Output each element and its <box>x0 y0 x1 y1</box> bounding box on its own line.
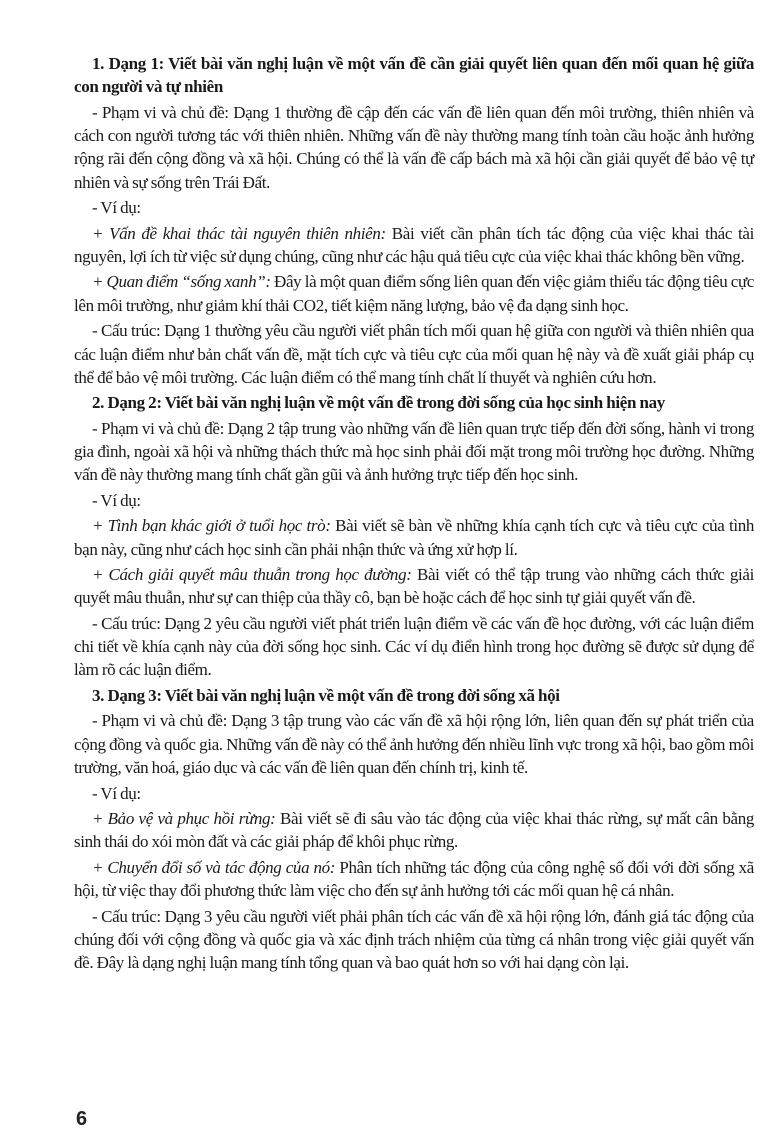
example-item <box>74 807 754 854</box>
example-label: - Ví dụ: <box>92 783 141 803</box>
example-text: Bài viết cần phân tích tác động của việc khai thác tài nguyên, lợi ích từ việc sử dụng chúng, cũng như các hậu quả tiêu cực của việc khai thác không bền vững. <box>74 223 754 266</box>
scope-paragraph: - Phạm vi và chủ đề: Dạng 2 tập trung vào những vấn đề liên quan trực tiếp đến đời sống, hành vi trong gia đình, ngoài xã hội và những thách thức mà học sinh phải đối mặt trong môi trường học đường. Những vấn đề này thường mang tính chất gần gũi và ảnh hưởng trực tiếp đến học sinh. <box>74 418 754 485</box>
example-label: - Ví dụ: <box>92 198 141 218</box>
example-item <box>74 270 754 317</box>
section-heading: 2. Dạng 2: Viết bài văn nghị luận về một vấn đề trong đời sống của học sinh hiện nay <box>92 393 665 413</box>
example-title: + Chuyển đổi số và tác động của nó: <box>92 857 336 877</box>
example-label: - Ví dụ: <box>92 490 141 510</box>
example-item <box>74 514 754 561</box>
example-text: Bài viết sẽ đi sâu vào tác động của việc khai thác rừng, sự mất cân bằng sinh thái do xói mòn đất và các giải pháp để khôi phục rừng. <box>74 809 754 852</box>
structure-paragraph: - Cấu trúc: Dạng 2 yêu cầu người viết phát triển luận điểm về các vấn đề học đường, với các luận điểm chi tiết về khía cạnh này của đời sống học sinh. Các ví dụ điển hình trong học đường sẽ được sử dụng để làm rõ các luận điểm. <box>74 613 754 680</box>
section-1 <box>74 52 754 389</box>
example-item <box>74 563 754 610</box>
example-title: + Vấn đề khai thác tài nguyên thiên nhiên: <box>92 223 386 243</box>
example-text: Bài viết có thể tập trung vào những cách thức giải quyết mâu thuẫn, như sự can thiệp của thầy cô, bạn bè hoặc cách để học sinh tự giải quyết vấn đề. <box>74 565 754 608</box>
structure-paragraph: - Cấu trúc: Dạng 1 thường yêu cầu người viết phân tích mối quan hệ giữa con người và thiên nhiên qua các luận điểm như bản chất vấn đề, mặt tích cực và tiêu cực của mối quan hệ này và đề xuất giải pháp cụ thể để bảo vệ môi trường. Các luận điểm có thể mang tính chất lí thuyết và nghiên cứu hơn. <box>74 321 754 387</box>
scope-paragraph: - Phạm vi và chủ đề: Dạng 1 thường đề cập đến các vấn đề liên quan đến môi trường, thiên nhiên và cách con người tương tác với thiên nhiên. Những vấn đề này thường mang tính toàn cầu hoặc ảnh hưởng rộng rãi đến cộng đồng và xã hội. Chúng có thể là vấn đề cấp bách mà xã hội cần giải quyết để bảo vệ tự nhiên và sự sống trên Trái Đất. <box>74 102 754 192</box>
example-title: + Bảo vệ và phục hồi rừng: <box>92 809 276 829</box>
example-text: Bài viết sẽ bàn về những khía cạnh tích cực và tiêu cực của tình bạn này, cũng như cách học sinh cần phải nhận thức và ứng xử hợp lí. <box>74 516 754 559</box>
page-number: 6 <box>76 1108 88 1130</box>
structure-paragraph: - Cấu trúc: Dạng 3 yêu cầu người viết phải phân tích các vấn đề xã hội rộng lớn, đánh giá tác động của chúng đối với cộng đồng và quốc gia và xác định trách nhiệm của từng cá nhân trong việc giải quyết vấn đề. Đây là dạng nghị luận mang tính tổng quan và bao quát hơn so với hai dạng còn lại. <box>74 906 754 973</box>
example-title: + Tình bạn khác giới ở tuổi học trò: <box>92 516 331 536</box>
example-title: + Cách giải quyết mâu thuẫn trong học đường: <box>92 565 412 585</box>
example-item <box>74 856 754 903</box>
scope-paragraph: - Phạm vi và chủ đề: Dạng 3 tập trung vào các vấn đề xã hội rộng lớn, liên quan đến sự phát triển của cộng đồng và quốc gia. Những vấn đề này có thể ảnh hưởng đến nhiều lĩnh vực trong xã hội, bao gồm môi trường, văn hoá, giáo dục và các vấn đề liên quan đến chính trị, kinh tế. <box>74 711 754 778</box>
section-heading: 3. Dạng 3: Viết bài văn nghị luận về một vấn đề trong đời sống xã hội <box>92 685 560 705</box>
section-heading: 1. Dạng 1: Viết bài văn nghị luận về một vấn đề cần giải quyết liên quan đến mối quan hệ giữa con người và tự nhiên <box>74 54 754 97</box>
section-2 <box>74 391 754 682</box>
example-text: Phân tích những tác động của công nghệ số đối với đời sống xã hội, từ việc thay đổi phương thức làm việc cho đến sự ảnh hưởng tới các mối quan hệ cá nhân. <box>74 857 754 901</box>
example-item <box>74 222 754 269</box>
document-page <box>74 52 754 977</box>
example-text: Đây là một quan điểm sống liên quan đến việc giảm thiểu tác động tiêu cực lên môi trường, như giảm khí thải CO2, tiết kiệm năng lượng, bảo vệ đa dạng sinh học. <box>74 272 754 315</box>
section-3 <box>74 684 754 975</box>
example-title: + Quan điểm “sống xanh”: <box>92 272 271 292</box>
